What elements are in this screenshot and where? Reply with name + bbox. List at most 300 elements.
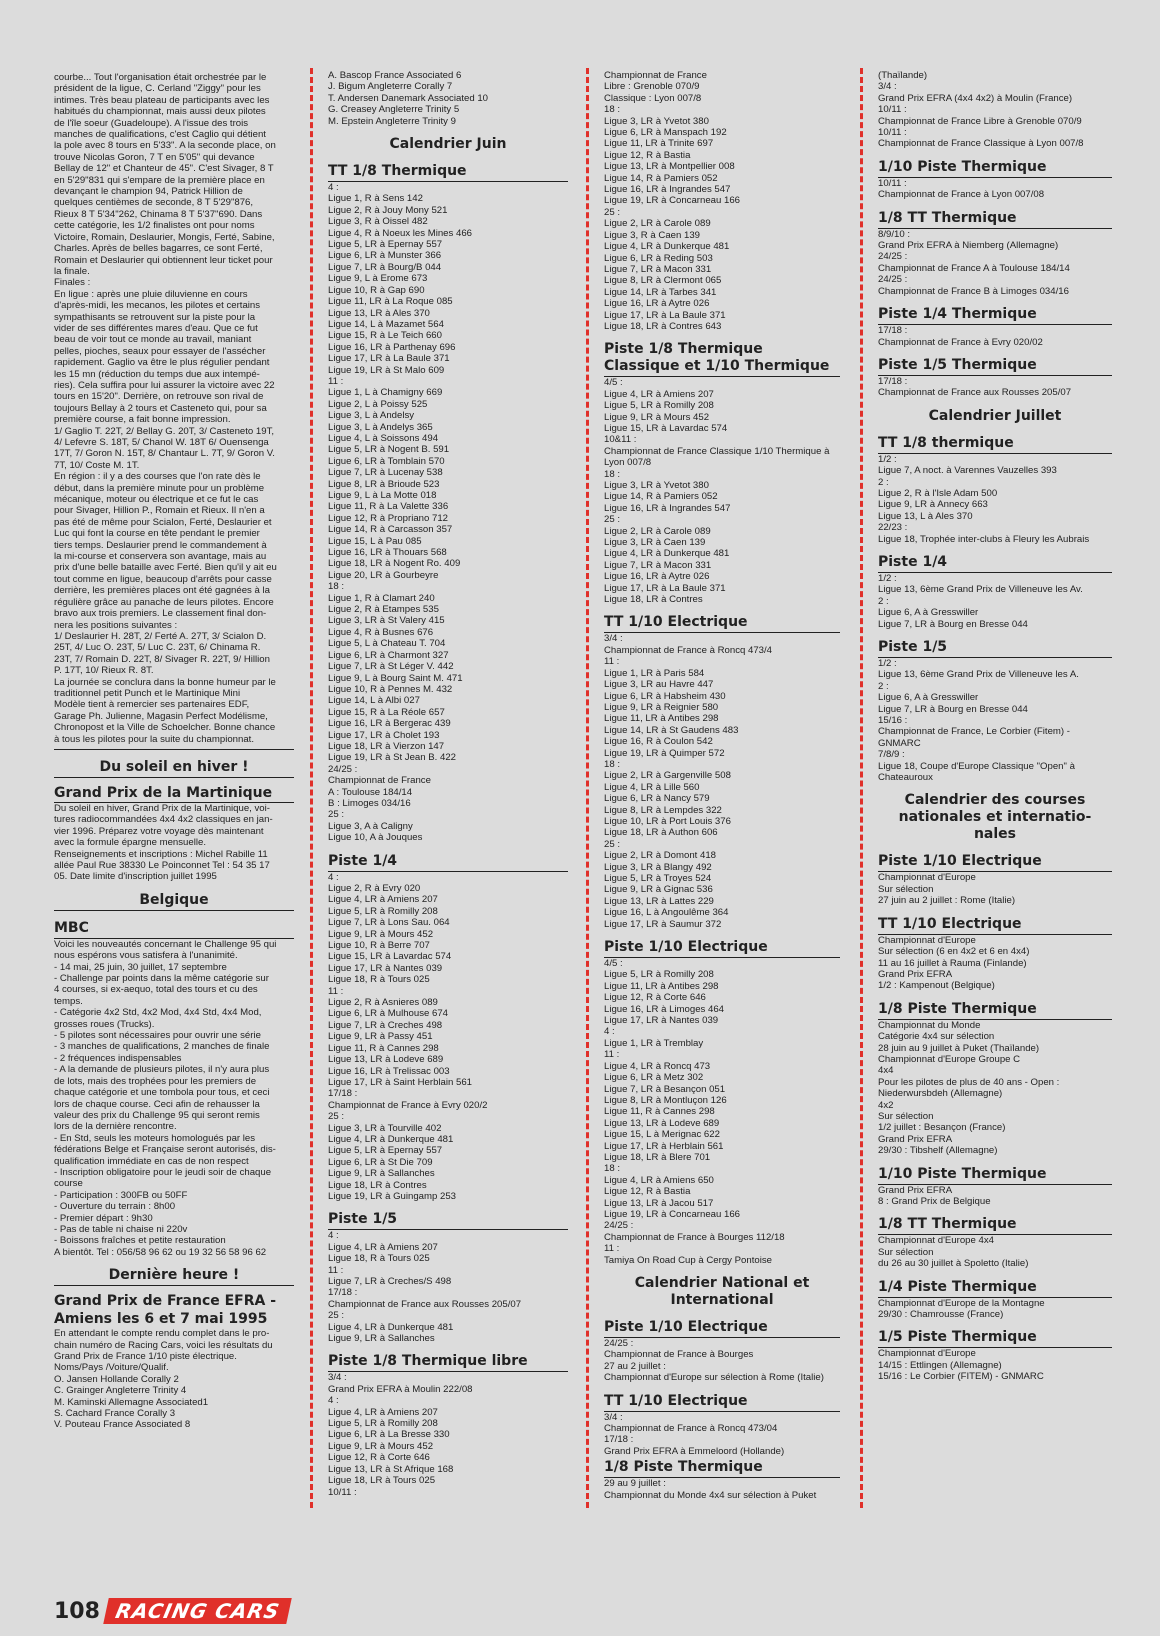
text-line: Ligue 5, LR à Romilly 208 [604, 969, 714, 981]
text-line: Ligue 14, R à Pamiers 052 [604, 491, 718, 503]
text-line: 8 : Grand Prix de Belgique [878, 1196, 991, 1207]
text-line: Ligue 1, LR à Paris 584 [604, 667, 705, 679]
text-line: En attendant le compte rendu complet dans le pro- [54, 1328, 270, 1340]
text-line: 8/9/10 : [878, 228, 911, 240]
text-line: de lots, mais des trophées pour les premiers de [54, 1075, 257, 1087]
text-line: Ligue 11, LR à Trinite 697 [604, 138, 714, 150]
text-line: - Boissons fraîches et petite restauration [54, 1235, 226, 1247]
text-line: Ligue 13, L à Ales 370 [878, 510, 973, 522]
text-line: Ligue 2, LR à Carole 089 [604, 218, 711, 230]
text-line: Ligue 7, LR à Bourg/B 044 [328, 261, 442, 273]
text-line: Championnat d'Europe sur sélection à Rome (Italie) [604, 1372, 824, 1384]
text-line: Ligue 7, A noct. à Varennes Vauzelles 393 [878, 465, 1057, 477]
text-line: 18 : [604, 1163, 621, 1175]
section-title: Belgique [54, 892, 294, 911]
text-line: Ligue 8, LR à Brioude 523 [328, 478, 440, 490]
text-line: Ligue 6, LR à Munster 366 [328, 250, 442, 262]
text-line: début, dans la première minute pour un problème [54, 482, 265, 494]
text-line: Ligue 13, 6ème Grand Prix de Villeneuve les A. [878, 669, 1079, 681]
list-title: TT 1/8 Thermique [328, 163, 568, 182]
text-line: Renseignements et inscriptions : Michel Rabille 11 [54, 848, 268, 860]
event-list [604, 633, 840, 930]
text-line: Ligue 16, LR à Ingrandes 547 [604, 502, 731, 514]
text-line: Ligue 15, LR à Lavardac 574 [328, 951, 452, 963]
text-line: Grand Prix EFRA à Niemberg (Allemagne) [878, 240, 1059, 252]
text-line: - 3 manches de qualifications, 2 manches de finale [54, 1041, 270, 1053]
text-line: la finale. [54, 265, 90, 277]
list-title: Piste 1/4 Thermique [878, 306, 1112, 325]
text-line: Championnat de France aux Rousses 205/07 [328, 1298, 522, 1310]
text-line: Ligue 2, R à Etampes 535 [328, 604, 439, 616]
text-line: Ligue 17, LR à Herblain 561 [604, 1140, 724, 1152]
text-line: Championnat de France à Bourges 112/18 [604, 1231, 785, 1243]
event-list [878, 376, 1112, 399]
text-line: 4x2 [878, 1099, 894, 1111]
text-line: - Catégorie 4x2 Std, 4x2 Mod, 4x4 Std, 4x4 Mod, [54, 1007, 262, 1019]
text-line: Championnat de France [604, 70, 707, 81]
text-line: 25 : [328, 1310, 345, 1322]
text-line: Grand Prix EFRA à Emmeloord (Hollande) [604, 1445, 785, 1457]
column-divider [586, 68, 589, 1508]
text-line: Classique : Lyon 007/8 [604, 92, 702, 104]
text-line: Rieux 8 T 5'34"262, Chinama 8 T 5'37"690. Dans [54, 208, 263, 220]
article-body [54, 803, 294, 883]
section-title: Dernière heure ! [54, 1267, 294, 1286]
text-line: GNMARC [878, 737, 921, 749]
text-line: Ligue 2, LR à Carole 089 [604, 525, 711, 537]
section-title: Du soleil en hiver ! [54, 759, 294, 778]
text-line: O. Jansen Hollande Corally 2 [54, 1373, 179, 1385]
list-title: Piste 1/8 Thermique libre [328, 1353, 568, 1372]
list-title: Piste 1/5 [878, 639, 1112, 658]
text-line: Ligue 2, LR à Gargenville 508 [604, 770, 731, 782]
list-title: 1/5 Piste Thermique [878, 1329, 1112, 1348]
event-list [604, 70, 840, 332]
text-line: Championnat d'Europe de la Montagne [878, 1297, 1045, 1309]
event-list [328, 872, 568, 1203]
event-list [878, 1185, 1112, 1208]
text-line: habitués du championnat, mais aussi deux pilotes [54, 106, 266, 118]
text-line: mécanique, moteur ou électrique et ce fut le cas [54, 494, 259, 506]
text-line: rapidement. Gaglio va être le plus régulier pendant [54, 357, 270, 369]
text-line: Ligue 5, LR à Epernay 557 [328, 239, 443, 251]
text-line: Chronopost et la Ville de Schoelcher. Bonne chance [54, 722, 276, 734]
text-line: Ligue 9, LR à Mours 452 [328, 928, 434, 940]
list-title: 1/10 Piste Thermique [878, 159, 1112, 178]
text-line: Ligue 13, LR à Ales 370 [328, 307, 430, 319]
text-line: 24/25 : [604, 1220, 634, 1232]
text-line: 3/4 : [878, 81, 897, 93]
text-line: Ligue 5, LR à Romilly 208 [328, 1418, 438, 1430]
text-line: Ligue 18, LR à Contres 643 [604, 320, 722, 332]
list-title: TT 1/10 Electrique [604, 614, 840, 633]
event-list [878, 325, 1112, 348]
text-line: Ligue 4, LR à Amiens 650 [604, 1174, 714, 1186]
text-line: Ligue 16, LR à Parthenay 696 [328, 341, 456, 353]
section-title: Calendrier Juin [389, 136, 507, 153]
text-line: 15/16 : [878, 715, 908, 727]
text-line: 11 : [604, 656, 620, 668]
text-line: - 5 pilotes sont nécessaires pour ouvrir une série [54, 1030, 261, 1042]
column-4 [878, 70, 1112, 1383]
text-line: Ligue 17, LR à Saumur 372 [604, 918, 722, 930]
text-line: Grand Prix EFRA [878, 1133, 953, 1145]
text-line: 1/2 juillet : Besançon (France) [878, 1122, 1006, 1134]
text-line: 25 : [604, 838, 621, 850]
text-line: Grand Prix EFRA [878, 968, 953, 980]
text-line: la pole avec 8 tours en 5'33". A la seconde place, on [54, 140, 276, 152]
text-line: 25 : [604, 514, 621, 526]
text-line: tiers temps. Deslaurier prend le commandement à [54, 539, 267, 551]
text-line: Ligue 2, LR à Domont 418 [604, 850, 717, 862]
text-line: Ligue 17, LR à Nantes 039 [328, 962, 443, 974]
text-line: Ligue 5, LR à Romilly 208 [328, 905, 438, 917]
event-list [878, 1348, 1112, 1382]
text-line: Ligue 18, LR à Authon 606 [604, 827, 718, 839]
text-line: 29/30 : Chamrousse (France) [878, 1309, 1004, 1321]
text-line: Ligue 4, LR à Dunkerque 481 [328, 1133, 454, 1145]
event-list [878, 229, 1112, 297]
text-line: 18 : [604, 758, 621, 770]
text-line: valeur des prix du Challenge 95 qui seront remis [54, 1109, 260, 1121]
text-line: Ligue 6, LR à Manspach 192 [604, 127, 727, 139]
text-line: d'après-midi, les mecanos, les pilotes et certains [54, 300, 261, 312]
text-line: Championnat de France B à Limoges 034/16 [878, 285, 1069, 297]
text-line: Ligue 18, R à Tours 025 [328, 1253, 430, 1265]
text-line: 24/25 : [878, 274, 908, 286]
text-line: 29 au 9 juillet : [604, 1478, 666, 1490]
text-line: Ligue 12, R à Bastia [604, 1186, 691, 1198]
text-line: bravo aux trois premiers. Le classement final don- [54, 608, 267, 620]
text-line: Championnat d'Europe [878, 934, 976, 946]
text-line: 24/25 : [328, 763, 358, 775]
text-line: Ligue 11, LR à Antibes 298 [604, 980, 719, 992]
page-number: 108 [54, 1598, 100, 1624]
event-list [878, 70, 1112, 150]
text-line: 2 : [878, 476, 889, 488]
event-list [878, 573, 1112, 630]
text-line: 28 juin au 9 juillet à Puket (Thaïlande) [878, 1042, 1040, 1054]
text-line: Sur sélection [878, 1246, 934, 1258]
text-line: 4/5 : [604, 958, 623, 970]
text-line: Ligue 9, LR à Mours 452 [328, 1440, 434, 1452]
text-line: Ligue 4, LR à Roncq 473 [604, 1060, 711, 1072]
text-line: Grand Prix de France 1/10 piste électrique. [54, 1351, 237, 1362]
text-line: 24/25 : [878, 251, 908, 263]
text-line: manches de qualifications, c'est Caglio qui détient [54, 129, 266, 141]
text-line: Ligue 18, Coupe d'Europe Classique "Open" à [878, 760, 1075, 772]
text-line: Noms/Pays /Voiture/Qualif. [54, 1362, 169, 1374]
text-line: - Pas de table ni chaise ni 220v [54, 1223, 188, 1235]
event-list [878, 454, 1112, 545]
text-line: 17T, 7/ Goron N. 15T, 8/ Chantaur L. 7T, 9/ Goron V. [54, 448, 275, 460]
text-line: Ligue 13, LR à Lattes 229 [604, 895, 714, 907]
text-line: 3/4 : [604, 633, 623, 645]
text-line: 25 : [328, 809, 345, 821]
text-line: Ligue 13, LR à St Afrique 168 [328, 1463, 454, 1475]
text-line: Ligue 6, LR à La Bresse 330 [328, 1429, 450, 1441]
text-line: Pour les pilotes de plus de 40 ans - Open : [878, 1076, 1060, 1088]
text-line: avec la formule épargne mensuelle. [54, 837, 206, 849]
text-line: 17/18 : [328, 1287, 358, 1299]
column-divider [860, 68, 863, 1508]
text-line: Charles. Après de belles bagarres, ce sont Ferté, [54, 243, 263, 255]
text-line: Ligue 2, R à l'Isle Adam 500 [878, 487, 998, 499]
text-line: Ligue 8, LR à Lempdes 322 [604, 804, 722, 816]
event-list [604, 1478, 840, 1501]
text-line: tours en 15'20". Derrière, on retrouve son rival de [54, 391, 264, 403]
text-line: Championnat de France Classique à Lyon 007/8 [878, 138, 1084, 150]
text-line: temps. [54, 995, 83, 1007]
list-title: Piste 1/4 [878, 554, 1112, 573]
text-line: 18 : [604, 468, 621, 480]
text-line: Sur sélection (6 en 4x2 et 6 en 4x4) [878, 946, 1030, 958]
text-line: chain numéro de Racing Cars, voici les résultats du [54, 1339, 273, 1351]
text-line: Ligue 16, LR à Limoges 464 [604, 1003, 725, 1015]
text-line: Ligue 6, LR à St Die 709 [328, 1156, 433, 1168]
text-line: prix d'une belle bataille avec Ferté. Bien qu'il y ait eu [54, 562, 277, 574]
text-line: Ligue 6, LR à Charmont 327 [328, 649, 449, 661]
text-line: tout comme en ligue, beaucoup d'arrêts pour casse [54, 573, 272, 585]
text-line: ries). Cela suffira pour lui assurer la victoire avec 22 [54, 379, 275, 391]
text-line: Grand Prix EFRA à Moulin 222/08 [328, 1383, 473, 1395]
text-line: Ligue 12, R à Corte 646 [328, 1452, 430, 1464]
text-line: 11 : [328, 1264, 344, 1276]
list-title: TT 1/10 Electrique [604, 1393, 840, 1412]
text-line: Ligue 1, R à Clamart 240 [328, 592, 435, 604]
text-line: Ligue 2, L à Poissy 525 [328, 398, 428, 410]
text-line: Ligue 3, LR à Yvetot 380 [604, 115, 709, 127]
text-line: Ligue 19, LR à St Jean B. 422 [328, 752, 457, 764]
text-line: Ligue 19, LR à Concarneau 166 [604, 1208, 741, 1220]
list-title: TT 1/8 thermique [878, 435, 1112, 454]
text-line: - En Std, seuls les moteurs homologués par les [54, 1132, 256, 1144]
text-line: Ligue 19, LR à St Malo 609 [328, 364, 445, 376]
text-line: Championnat de France à Bourges [604, 1349, 754, 1361]
text-line: Ligue 16, LR à Thouars 568 [328, 547, 447, 559]
text-line: 10/11 : [878, 177, 907, 189]
text-line: Ligue 3, LR au Havre 447 [604, 679, 714, 691]
text-line: Ligue 11, LR à La Roque 085 [328, 296, 453, 308]
text-line: Ligue 19, LR à Guingamp 253 [328, 1190, 457, 1202]
text-line: Ligue 4, LR à Amiens 207 [328, 894, 438, 906]
text-line: nera les positions suivantes : [54, 619, 178, 631]
text-line: 2 : [878, 595, 889, 607]
text-line: qualification immédiate en cas de non respect [54, 1155, 249, 1167]
text-line: 1/2 : [878, 572, 897, 584]
event-list [604, 958, 840, 1266]
text-line: Ligue 5, LR à Nogent B. 591 [328, 444, 450, 456]
text-line: 1/ Deslaurier H. 28T, 2/ Ferté A. 27T, 3/ Scialon D. [54, 630, 267, 642]
text-line: 25 : [328, 1111, 345, 1123]
text-line: 7/8/9 : [878, 749, 905, 761]
text-line: Ligue 4, LR à Dunkerque 481 [604, 241, 730, 253]
text-line: S. Cachard France Corally 3 [54, 1408, 176, 1420]
section-title: Calendrier Juillet [928, 407, 1062, 424]
text-line: Ligue 4, LR à Amiens 207 [328, 1241, 438, 1253]
text-line: Ligue 14, LR à St Gaudens 483 [604, 724, 739, 736]
text-line: Du soleil en hiver, Grand Prix de la Martinique, voi- [54, 802, 270, 814]
event-list [878, 178, 1112, 201]
text-line: 27 juin au 2 juillet : Rome (Italie) [878, 895, 1016, 907]
text-line: lors de chaque course. Ceci afin de rehausser la [54, 1098, 260, 1110]
text-line: Ligue 1, R à Sens 142 [328, 193, 423, 205]
text-line: Ligue 6, LR à Tomblain 570 [328, 455, 445, 467]
text-line: Championnat d'Europe 4x4 [878, 1235, 994, 1247]
text-line: - 14 mai, 25 juin, 30 juillet, 17 septembre [54, 961, 227, 973]
text-line: - Premier départ : 9h30 [54, 1212, 153, 1224]
text-line: Grand Prix EFRA [878, 1184, 953, 1196]
text-line: 11 : [604, 1049, 620, 1061]
text-line: 1/2 : [878, 453, 897, 465]
text-line: Ligue 18, LR à Tours 025 [328, 1475, 436, 1487]
text-line: 1/2 : Kampenout (Belgique) [878, 980, 995, 992]
text-line: Ligue 7, LR à Bourg en Bresse 044 [878, 618, 1028, 630]
text-line: Ligue 18, LR à Contres [328, 1179, 427, 1191]
text-line: 17/18 : [604, 1434, 634, 1446]
text-line: Championnat d'Europe Groupe C [878, 1053, 1021, 1065]
text-line: Ligue 6, LR à Metz 302 [604, 1072, 704, 1084]
text-line: pas été de même pour Scialon, Ferté, Deslaurier et [54, 516, 272, 528]
text-line: Ligue 7, LR à Macon 331 [604, 559, 712, 571]
text-line: en 5'29"831 qui s'empare de la première place en [54, 174, 265, 186]
text-line: première course, a fait bonne impression. [54, 414, 231, 426]
text-line: 22/23 : [878, 522, 908, 534]
list-title: Piste 1/5 Thermique [878, 357, 1112, 376]
text-line: Ligue 16, LR à Trelissac 003 [328, 1065, 450, 1077]
text-line: 4/5 : [604, 377, 623, 389]
text-line: Ligue 19, LR à Concarneau 166 [604, 195, 741, 207]
text-line: les 15 mn (réduction du temps due aux intempé- [54, 368, 260, 380]
text-line: Ligue 3, LR à St Valery 415 [328, 615, 445, 627]
text-line: 3/4 : [328, 1372, 347, 1384]
text-line: 27 au 2 juillet : [604, 1360, 666, 1372]
text-line: Ligue 10, R à Pennes M. 432 [328, 683, 453, 695]
text-line: quelques centièmes de seconde, 8 T 5'29"876, [54, 197, 254, 209]
text-line: Ligue 9, LR à Reignier 580 [604, 701, 719, 713]
text-line: Ligue 6, LR à Habsheim 430 [604, 690, 726, 702]
text-line: C. Grainger Angleterre Trinity 4 [54, 1385, 187, 1397]
text-line: Voici les nouveautés concernant le Challenge 95 qui [54, 938, 277, 950]
text-line: P. 17T, 10/ Rieux R. 8T. [54, 665, 154, 677]
text-line: Ligue 20, LR à Gourbeyre [328, 569, 439, 581]
text-line: 4/ Lefevre S. 18T, 5/ Chanol W. 18T 6/ Ouensenga [54, 437, 269, 448]
text-line: Ligue 14, L à Albi 027 [328, 695, 420, 707]
list-title: Piste 1/8 Thermique Classique et 1/10 Thermique [604, 341, 840, 377]
text-line: Ligue 1, L à Chamigny 669 [328, 387, 443, 399]
text-line: 24/25 : [604, 1338, 634, 1349]
text-line: Ligue 8, LR à Montluçon 126 [604, 1094, 727, 1106]
text-line: Ligue 3, LR à Blangy 492 [604, 861, 712, 873]
text-line: Ligue 10, LR à Port Louis 376 [604, 815, 731, 827]
event-list [328, 1372, 568, 1497]
text-line: 4 : [604, 1026, 615, 1038]
text-line: 10/11 : [878, 127, 907, 139]
event-list [604, 377, 840, 605]
text-line: fédérations Belge et Française seront autorisés, dis- [54, 1144, 276, 1156]
text-line: Championnat d'Europe [878, 1348, 976, 1360]
article-body [54, 939, 294, 1258]
text-line: Ligue 9, LR à Sallanches [328, 1333, 435, 1345]
text-line: sympathisants se retrouvent sur la piste pour la [54, 311, 256, 323]
text-line: Ligue 9, LR à Annecy 663 [878, 499, 988, 511]
text-line: 11 : [328, 375, 344, 387]
text-line: course [54, 1178, 83, 1190]
list-title: 1/8 Piste Thermique [878, 1001, 1112, 1020]
event-list [878, 658, 1112, 783]
text-line: Ligue 3, R à Oissel 482 [328, 216, 428, 228]
text-line: Ligue 8, LR à Clermont 065 [604, 275, 722, 287]
text-line: V. Pouteau France Associated 8 [54, 1419, 191, 1431]
text-line: 17/18 : [878, 375, 908, 387]
text-line: Ligue 16, R à Coulon 542 [604, 736, 713, 748]
text-line: Ligue 10, A à Jouques [328, 832, 423, 844]
column-3 [604, 70, 840, 1501]
text-line: Ligue 7, LR à Macon 331 [604, 263, 712, 275]
event-list [604, 1338, 840, 1384]
text-line: de l'île soeur (Guadeloupe). A l'issue des trois [54, 117, 249, 129]
text-line: Ligue 14, R à Carcasson 357 [328, 524, 453, 536]
text-line: - Challenge par points dans la même catégorie sur [54, 973, 269, 985]
text-line: Ligue 18, LR à Contres [604, 594, 703, 606]
text-line: Ligue 14, L à Mazamet 564 [328, 318, 444, 330]
text-line: T. Andersen Danemark Associated 10 [328, 92, 488, 104]
text-line: pelles, pioches, seaux pour essayer de l'assécher [54, 345, 266, 357]
text-line: Ligue 4, LR à Amiens 207 [604, 388, 714, 400]
text-line: la mi-course et conservera son avantage, mais au [54, 551, 267, 563]
text-line: 10/11 : [328, 1486, 357, 1498]
text-line: allée Paul Rue 38330 Le Poinconnet Tel : 54 35 17 [54, 860, 270, 871]
text-line: - Ouverture du terrain : 8h00 [54, 1201, 176, 1213]
text-line: Ligue 18, Trophée inter-clubs à Fleury les Aubrais [878, 533, 1090, 545]
text-line: Ligue 13, 6ème Grand Prix de Villeneuve les Av. [878, 584, 1083, 596]
article-body [54, 1328, 294, 1431]
text-line: Ligue 4, L à Soissons 494 [328, 432, 439, 444]
text-line: Championnat de France, Le Corbier (Fitem) - [878, 726, 1070, 738]
text-line: 17/18 : [878, 325, 908, 337]
text-line: Ligue 13, LR à Lodeve 689 [604, 1117, 720, 1129]
list-title: 1/8 TT Thermique [878, 210, 1112, 229]
text-line: La journée se conclura dans la bonne humeur par le [54, 676, 276, 688]
text-line: (Thaïlande) [878, 70, 928, 81]
text-line: Bellay de 12" et Chanteur de 45". C'est Sivager, 8 T [54, 163, 274, 175]
text-line: Ligue 6, A à Gresswiller [878, 607, 979, 619]
text-line: Ligue 13, LR à Lodeve 689 [328, 1054, 444, 1066]
text-line: Ligue 12, R à Bastia [604, 149, 691, 161]
text-line: Ligue 9, LR à Passy 451 [328, 1031, 433, 1043]
text-line: Ligue 16, LR à Aytre 026 [604, 571, 710, 583]
text-line: Championnat de France à Evry 020/02 [878, 336, 1043, 348]
text-line: Ligue 2, R à Jouy Mony 521 [328, 204, 448, 216]
list-title: TT 1/10 Electrique [878, 916, 1112, 935]
text-line: Libre : Grenoble 070/9 [604, 81, 700, 93]
event-list [878, 872, 1112, 906]
text-line: 11 : [604, 1243, 620, 1255]
text-line: Ligue 3, LR à Caen 139 [604, 537, 706, 549]
text-line: 1/ Gaglio T. 22T, 2/ Bellay G. 20T, 3/ Casteneto 19T, [54, 425, 275, 437]
text-line: vier 1996. Préparez votre voyage dès maintenant [54, 825, 264, 837]
text-line: Niederwursbdeh (Allemagne) [878, 1088, 1003, 1100]
text-line: Ligue 13, LR à Montpellier 008 [604, 161, 735, 173]
text-line: Ligue 16, LR à Ingrandes 547 [604, 184, 731, 196]
text-line: Ligue 7, LR à Bourg en Bresse 044 [878, 703, 1028, 715]
text-line: Tamiya On Road Cup à Cergy Pontoise [604, 1254, 772, 1266]
text-line: chaque catégorie et une tombola pour tous, et ceci [54, 1087, 270, 1099]
text-line: Victoire, Romain, Deslaurier, Mongis, Ferté, Sabine, [54, 231, 275, 243]
text-line: Ligue 17, LR à Nantes 039 [604, 1015, 719, 1027]
event-list [878, 1298, 1112, 1321]
text-line: 11 : [328, 985, 344, 997]
